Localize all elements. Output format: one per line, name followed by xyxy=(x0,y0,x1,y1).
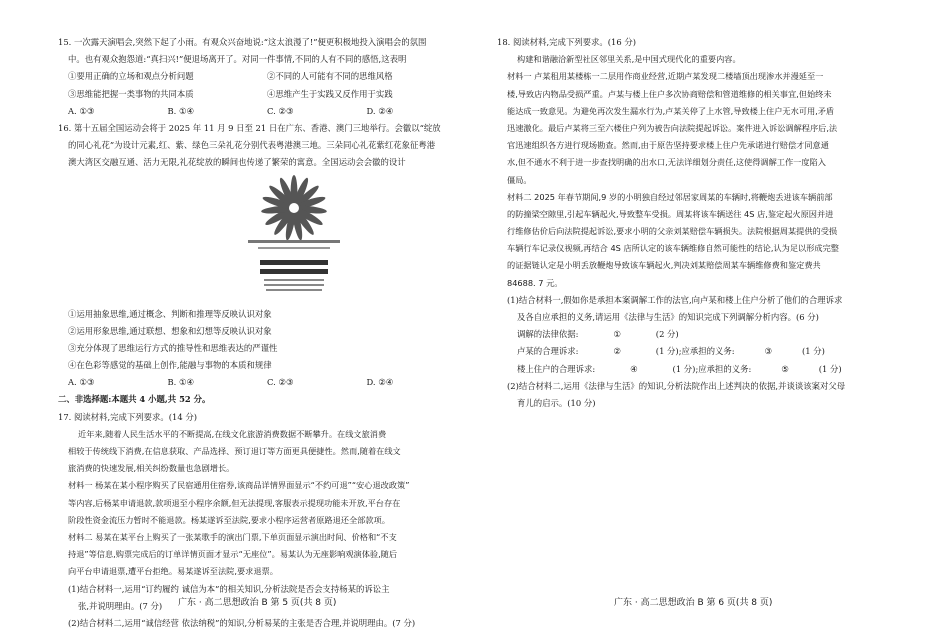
q18-material1-line2: 楼,导致店内物品受损严重。卢某与楼上住户多次协商赔偿和管道维修的相关事宜,但始终未 xyxy=(507,88,832,99)
q17-heading: 17. 阅读材料,完成下列要求。(14 分) xyxy=(58,411,197,422)
q15-choices xyxy=(58,103,466,120)
q15-choice-b: B. ①④ xyxy=(167,105,194,116)
q18-req2-line1: (2)结合材料二,运用《法律与生活》的知识,分析法院作出上述判决的依据,并谈谈该案对父母 xyxy=(507,380,846,391)
q17-intro-line2: 相较于传统线下消费,在信息获取、产品选择、预订退订等方面更具便捷性。然而,随着在线文 xyxy=(68,446,401,456)
q17-material2-line3: 向平台申请退票,遭平台拒绝。易某遂诉至法院,要求退票。 xyxy=(68,566,278,577)
blank-row3-label: 楼上住户的合理诉求: xyxy=(517,363,596,374)
q17-material2-line1: 材料二 易某在某平台上购买了一张某歌手的演出门票,下单页面显示演出时间、价格和“不支 xyxy=(68,531,397,542)
page-footer-left: 广东 · 高二思想政治 B 第 5 页(共 8 页) xyxy=(178,598,337,608)
q17-intro-line3: 旅消费的快速发展,相关纠纷数量也急剧增长。 xyxy=(68,463,235,474)
q15-choice-c: C. ②③ xyxy=(267,105,294,116)
q16-option-2: ②运用形象思维,通过联想、想象和幻想等反映认识对象 xyxy=(68,325,272,336)
q17-material1-line3: 阶段性资金流压力暂时不能退款。杨某遂诉至法院,要求小程序运营者原路退还全部款项。 xyxy=(68,514,390,525)
q18-blank-row2 xyxy=(497,343,905,360)
q16-stem-line2: 的同心礼花”为设计元素,红、紫、绿色三朵礼花分别代表粤港澳三地。三朵同心礼花紫红花象征粤港 xyxy=(68,140,436,151)
blank-row1-points: (2 分) xyxy=(655,329,679,340)
q15-choice-a: A. ①③ xyxy=(68,105,95,116)
q18-material2-line5: 的证据链认定是小明丢放鞭炮导致该车辆起火,判决刘某赔偿周某车辆维修费和鉴定费共 xyxy=(507,260,821,271)
q15-option-3: ③思维能把握一类事物的共同本质 xyxy=(68,88,194,99)
q16-option-1: ①运用抽象思维,通过概念、判断和推理等反映认识对象 xyxy=(68,308,272,319)
q15-option-2: ②不同的人可能有不同的思维风格 xyxy=(267,71,393,82)
blank-row1-label: 调解的法律依据: xyxy=(517,329,579,340)
q15-options-row1 xyxy=(58,68,466,85)
blank-row2-points: (1 分);应承担的义务: xyxy=(655,346,735,357)
q16-stem-line3: 澳大湾区交融互通、活力无限,礼花绽放的瞬间也传递了繁荣的寓意。全国运动会会徽的设计 xyxy=(68,157,406,168)
q18-req1-line2: 及各自应承担的义务,请运用《法律与生活》的知识完成下列调解分析内容。(6 分) xyxy=(517,312,819,322)
blank-row3-points2: (1 分) xyxy=(818,363,842,374)
q17-intro-line1: 近年来,随着人民生活水平的不断提高,在线文化旅游消费数据不断攀升。在线文旅消费 xyxy=(78,428,387,439)
blank-1: ① xyxy=(581,326,653,343)
q16-choice-b: B. ①④ xyxy=(167,377,194,388)
q18-material2-line1: 材料二 2025 年春节期间,9 岁的小明独自经过邻居家周某的车辆时,将鞭炮丢进该车辆前部 xyxy=(507,191,833,202)
q18-intro: 构建和谐融洽新型社区邻里关系,是中国式现代化的重要内容。 xyxy=(517,54,741,65)
q18-blank-row3 xyxy=(497,361,905,378)
q15-option-1: ①要用正确的立场和观点分析问题 xyxy=(68,71,194,82)
q16-option-3: ③充分体现了思维运行方式的推导性和思维表达的严谨性 xyxy=(68,342,278,353)
q18-material1-line1: 材料一 卢某租用某楼栋一二层用作商业经营,近期卢某发现二楼墙顶出现渗水并漫延至一 xyxy=(507,71,824,82)
q18-material2-line3: 行维修估价后向法院提起诉讼,要求小明的父亲刘某赔偿车辆损失。法院根据周某提供的受损 xyxy=(507,226,838,237)
q17-material1-line2: 等内容,后杨某申请退款,款项退至小程序余额,但无法提现,客服表示提现功能未开放,平台存在 xyxy=(68,497,401,508)
q16-choice-a: A. ①③ xyxy=(68,377,95,388)
blank-4: ④ xyxy=(598,361,670,378)
q15-stem-line1: 15. 一次露天演唱会,突然下起了小雨。有观众兴奋地说:“这太浪漫了!”便更积极地投入演唱会的氛围 xyxy=(58,37,427,47)
q17-material2-line2: 持退”等信息,购票完成后的订单详情页面才显示“无座位”。易某认为无座影响观演体验,随后 xyxy=(68,549,398,560)
q18-material1-line5: 官迅速组织各方进行现场勘查。然而,由于原告坚持要求楼上住户先承诺进行赔偿才同意通 xyxy=(507,140,829,151)
q18-blank-row1 xyxy=(497,326,905,343)
blank-5: ⑤ xyxy=(754,361,816,378)
q17-material1-line1: 材料一 杨某在某小程序购买了民宿通用住宿券,该商品详情界面显示“不约可退”“安心退改政策” xyxy=(68,480,410,491)
blank-3: ③ xyxy=(737,343,799,360)
q15-options-row2 xyxy=(58,86,466,103)
page-footer-right: 广东 · 高二思想政治 B 第 6 页(共 8 页) xyxy=(614,598,773,608)
q15-stem-line2: 中。也有观众抱怨道:“真扫兴!”便退场离开了。对同一件事情,不同的人有不同的感悟,这表明 xyxy=(68,54,407,65)
q15-option-4: ④思维产生于实践又反作用于实践 xyxy=(267,88,393,99)
blank-2: ② xyxy=(581,343,653,360)
games-emblem-figure xyxy=(58,174,466,304)
q18-material2-line4: 车辆行车记录仪视频,再结合 4S 店所认定的该车辆维修自然可能性的结论,认为足以形成完整 xyxy=(507,243,839,254)
q15-choice-d: D. ②④ xyxy=(366,105,394,116)
games-emblem-logo xyxy=(234,174,354,304)
q16-choice-c: C. ②③ xyxy=(267,377,294,388)
q18-material1-line3: 能达成一致意见。为避免再次发生漏水行为,卢某关停了上水管,导致楼上住户无水可用,矛盾 xyxy=(507,105,835,116)
q18-material1-line7: 僵局。 xyxy=(507,174,532,185)
q18-material1-line6: 水,但不通水不利于进一步查找明确的出水口,无法详细划分责任,这使得调解工作一度陷入 xyxy=(507,157,826,168)
q16-stem-line1: 16. 第十五届全国运动会将于 2025 年 11 月 9 日至 21 日在广东、香港、澳门三地举行。会徽以“绽放 xyxy=(58,122,441,133)
q18-material2-line2: 的防撞梁空隙里,引起车辆起火,导致整车受损。周某将该车辆送往 4S 店,鉴定起火原因并进 xyxy=(507,208,834,219)
q18-material2-line6: 84688. 7 元。 xyxy=(507,277,563,288)
q16-choices xyxy=(58,374,466,391)
q18-req2-line2: 育儿的启示。(10 分) xyxy=(517,397,596,408)
section-heading: 二、非选择题:本题共 4 小题,共 52 分。 xyxy=(58,394,211,405)
blank-row3-points: (1 分);应承担的义务: xyxy=(672,363,752,374)
q17-req2: (2)结合材料二,运用“诚信经营 依法纳税”的知识,分析易某的主张是否合理,并说明理由。(7 分) xyxy=(68,617,416,628)
q16-choice-d: D. ②④ xyxy=(366,377,394,388)
q16-option-4: ④在色彩等感觉的基础上创作,能融与事物的本质和规律 xyxy=(68,360,272,371)
q18-heading: 18. 阅读材料,完成下列要求。(16 分) xyxy=(497,37,636,47)
q17-req1-line1: (1)结合材料一,运用“订约履约 诚信为本”的相关知识,分析法院是否会支持杨某的诉讼主 xyxy=(68,583,390,594)
left-page xyxy=(58,34,466,632)
q18-req1-line1: (1)结合材料一,假如你是承担本案调解工作的法官,向卢某和楼上住户分析了他们的合理诉求 xyxy=(507,294,843,305)
right-page xyxy=(497,34,905,412)
q17-req1-line2: 张,并说明理由。(7 分) xyxy=(78,600,163,611)
q18-material1-line4: 迅速激化。最后卢某将三至六楼住户列为被告向法院提起诉讼。案件进入诉讼调解程序后,法 xyxy=(507,122,838,133)
blank-row2-points2: (1 分) xyxy=(801,346,825,357)
blank-row2-label: 卢某的合理诉求: xyxy=(517,346,579,357)
